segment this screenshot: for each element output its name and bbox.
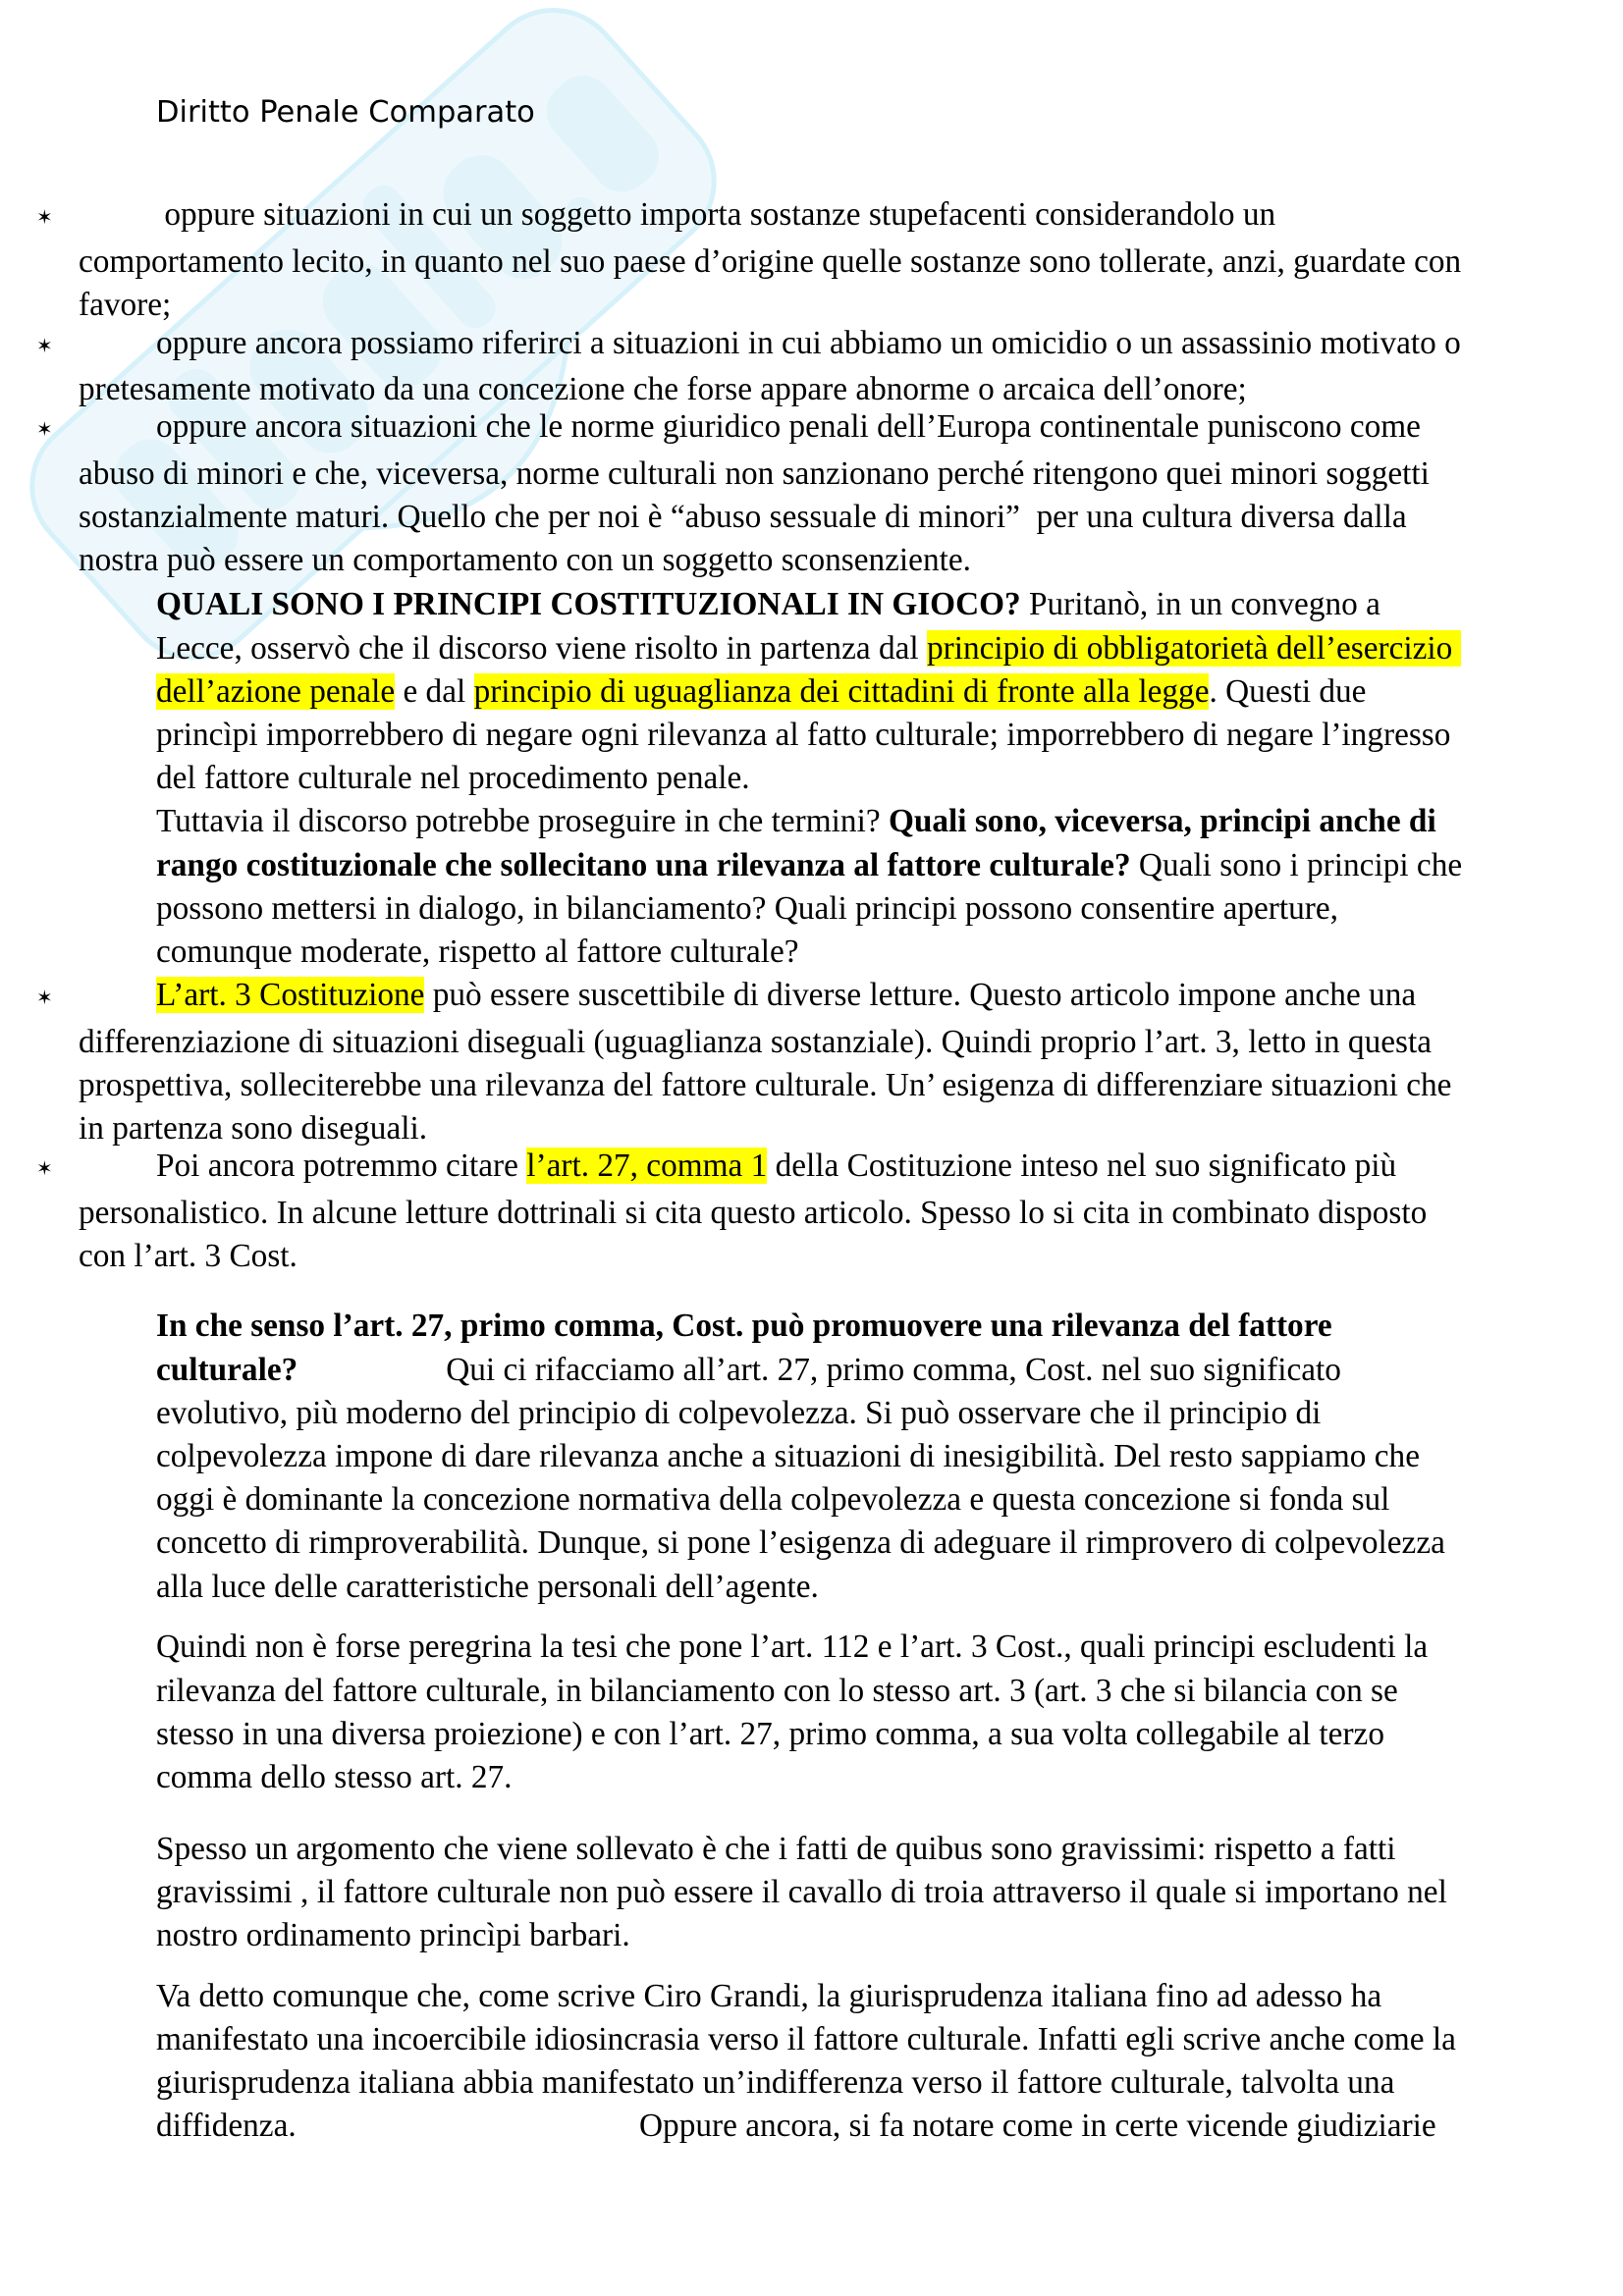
- text-segment: favore;: [79, 287, 172, 324]
- text-segment: rilevanza del fattore culturale, in bilanciamento con lo stesso art. 3 (art. 3 che si bilancia con se: [156, 1672, 1398, 1709]
- bullet-marker-icon: ✶: [36, 205, 53, 230]
- text-segment: possono mettersi in dialogo, in bilanciamento? Quali principi possono consentire aperture,: [156, 889, 1338, 927]
- text-line: [156, 1914, 1447, 1957]
- bullet-marker-icon: ✶: [36, 1156, 53, 1181]
- text-line: [156, 1756, 1428, 1799]
- text-segment: diffidenza. Oppure ancora, si fa notare come in certe vicende giudiziarie: [156, 2108, 1436, 2145]
- text-segment: Poi ancora potremmo citare: [156, 1148, 527, 1185]
- bold-text: QUALI SONO I PRINCIPI COSTITUZIONALI IN GIOCO?: [156, 586, 1021, 623]
- text-segment: manifestato una incoercibile idiosincrasia verso il fattore culturale. Infatti egli scrive anche come la: [156, 2021, 1456, 2058]
- text-line: [156, 1871, 1447, 1914]
- text-line: [156, 2018, 1456, 2061]
- paragraph: [156, 1975, 1456, 2149]
- bullet-marker-icon: ✶: [36, 986, 53, 1010]
- text-segment: evolutivo, più moderno del principio di colpevolezza. Si può osservare che il principio di: [156, 1394, 1322, 1431]
- text-line: [79, 240, 1461, 284]
- text-segment: del fattore culturale nel procedimento penale.: [156, 760, 750, 797]
- text-line: [79, 496, 1430, 539]
- text-segment: princìpi imporrebbero di negare ogni rilevanza al fatto culturale; imporrebbero di negare l’ingresso: [156, 716, 1451, 753]
- text-segment: Puritanò, in un convegno a: [1020, 586, 1380, 623]
- text-line: [156, 844, 1462, 887]
- text-segment: Quindi non è forse peregrina la tesi che pone l’art. 112 e l’art. 3 Cost., quali principi escludenti la: [156, 1629, 1429, 1666]
- text-line: [36, 974, 1451, 1017]
- text-line: [79, 1192, 1427, 1235]
- bold-text: Quali sono, viceversa, principi anche di: [888, 803, 1436, 840]
- text-segment: può essere suscettibile di diverse letture. Questo articolo impone anche una: [424, 977, 1417, 1014]
- text-line: [156, 1975, 1456, 2018]
- bullet-item: [36, 324, 1461, 411]
- text-segment: comportamento lecito, in quanto nel suo paese d’origine quelle sostanze sono tollerate, anzi, guardate con: [79, 242, 1462, 280]
- text-segment: nostro ordinamento princìpi barbari.: [156, 1917, 630, 1954]
- text-line: [156, 2061, 1456, 2105]
- text-line: [156, 800, 1462, 843]
- text-line: [79, 284, 1461, 327]
- paragraph: [156, 1828, 1447, 1958]
- text-line: [156, 1713, 1428, 1756]
- text-line: [156, 670, 1462, 714]
- text-segment: comunque moderate, rispetto al fattore culturale?: [156, 933, 799, 970]
- text-line: [156, 583, 1462, 626]
- paragraph: [156, 1305, 1445, 1608]
- text-line: [79, 1235, 1427, 1278]
- text-segment: oppure ancora possiamo riferirci a situazioni in cui abbiamo un omicidio o un assassinio motivato o: [156, 324, 1461, 361]
- text-line: [156, 2105, 1456, 2148]
- text-segment: concetto di rimproverabilità. Dunque, si pone l’esigenza di adeguare il rimprovero di colpevolezza: [156, 1524, 1445, 1562]
- bullet-marker-icon: ✶: [36, 333, 53, 357]
- text-segment: giurisprudenza italiana abbia manifestato un’indifferenza verso il fattore culturale, talvolta una: [156, 2064, 1395, 2102]
- bold-text: rango costituzionale che sollecitano una rilevanza al fattore culturale?: [156, 846, 1131, 883]
- bold-text: In che senso l’art. 27, primo comma, Cost. può promuovere una rilevanza del fattore: [156, 1308, 1332, 1345]
- text-line: [156, 1349, 1445, 1392]
- text-line: [156, 1478, 1445, 1522]
- highlighted-text: principio di uguaglianza dei cittadini di fronte alla legge: [473, 672, 1210, 710]
- text-segment: della Costituzione inteso nel suo significato più: [767, 1148, 1397, 1185]
- text-segment: Quali sono i principi che: [1130, 846, 1463, 883]
- text-line: [156, 931, 1462, 974]
- bullet-item: [36, 196, 1462, 328]
- text-segment: Qui ci rifacciamo all’art. 27, primo comma, Cost. nel suo significato: [298, 1351, 1341, 1388]
- text-segment: alla luce delle caratteristiche personali dell’agente.: [156, 1568, 819, 1605]
- text-segment: prospettiva, solleciterebbe una rilevanza del fattore culturale. Un’ esigenza di differenziare situazioni che: [79, 1067, 1452, 1104]
- text-segment: comma dello stesso art. 27.: [156, 1758, 513, 1795]
- bullet-item: [36, 977, 1452, 1151]
- text-line: [156, 757, 1462, 800]
- text-line: [79, 453, 1430, 496]
- text-segment: abuso di minori e che, viceversa, norme culturali non sanzionano perché ritengono quei minori soggetti: [79, 454, 1430, 492]
- text-line: [156, 1626, 1428, 1669]
- text-line: [156, 1305, 1445, 1348]
- bullet-item: [36, 1148, 1428, 1279]
- text-line: [156, 1522, 1445, 1565]
- text-line: [156, 1392, 1445, 1435]
- text-line: [79, 1064, 1451, 1107]
- bullet-marker-icon: ✶: [36, 417, 53, 442]
- text-line: [36, 322, 1461, 365]
- bold-text: culturale?: [156, 1351, 298, 1388]
- text-segment: oppure ancora situazioni che le norme giuridico penali dell’Europa continentale puniscono come: [156, 408, 1421, 446]
- text-segment: Lecce, osservò che il discorso viene risolto in partenza dal: [156, 629, 927, 667]
- text-segment: Spesso un argomento che viene sollevato è che i fatti de quibus sono gravissimi: rispetto a fatti: [156, 1830, 1396, 1867]
- text-line: [156, 1670, 1428, 1713]
- text-line: [156, 887, 1462, 931]
- text-line: [36, 405, 1430, 449]
- text-segment: con l’art. 3 Cost.: [79, 1238, 298, 1275]
- text-line: [156, 714, 1462, 757]
- text-segment: differenziazione di situazioni diseguali (uguaglianza sostanziale). Quindi proprio l’art. 3, letto in questa: [79, 1023, 1432, 1060]
- text-segment: oggi è dominante la concezione normativa della colpevolezza e questa concezione si fonda sul: [156, 1481, 1390, 1519]
- highlighted-text: l’art. 27, comma 1: [526, 1148, 768, 1185]
- text-line: [36, 193, 1461, 237]
- text-segment: sostanzialmente maturi. Quello che per noi è “abuso sessuale di minori” per una cultura diversa dalla: [79, 499, 1407, 536]
- text-line: [156, 627, 1462, 670]
- text-line: [156, 1435, 1445, 1478]
- text-segment: Tuttavia il discorso potrebbe proseguire in che termini?: [156, 803, 889, 840]
- text-segment: colpevolezza impone di dare rilevanza anche a situazioni di inesigibilità. Del resto sappiamo che: [156, 1437, 1420, 1474]
- highlighted-text: L’art. 3 Costituzione: [156, 977, 425, 1014]
- text-segment: e dal: [395, 672, 474, 710]
- bullet-item: [36, 408, 1430, 583]
- paragraph: [156, 1626, 1428, 1799]
- page-header-title: Diritto Penale Comparato: [156, 95, 535, 130]
- text-line: [79, 1021, 1451, 1064]
- text-segment: in partenza sono diseguali.: [79, 1110, 428, 1148]
- text-segment: oppure situazioni in cui un soggetto importa sostanze stupefacenti considerandolo un: [156, 196, 1276, 234]
- text-line: [156, 1828, 1447, 1871]
- text-line: [156, 1566, 1445, 1609]
- text-segment: gravissimi , il fattore culturale non può essere il cavallo di troia attraverso il quale si importano nel: [156, 1874, 1447, 1911]
- text-line: [36, 1145, 1427, 1188]
- text-segment: nostra può essere un comportamento con un soggetto sconsenziente.: [79, 542, 971, 579]
- text-segment: personalistico. In alcune letture dottrinali si cita questo articolo. Spesso lo si cita in combinato disposto: [79, 1194, 1428, 1231]
- paragraph: [156, 583, 1462, 974]
- text-segment: Va detto comunque che, come scrive Ciro Grandi, la giurisprudenza italiana fino ad adesso ha: [156, 1977, 1382, 2014]
- text-segment: stesso in una diversa proiezione) e con l’art. 27, primo comma, a sua volta collegabile al terzo: [156, 1715, 1384, 1752]
- highlighted-text: principio di obbligatorietà dell’esercizio: [926, 629, 1461, 667]
- highlighted-text: dell’azione penale: [156, 672, 396, 710]
- text-segment: pretesamente motivato da una concezione che forse appare abnorme o arcaica dell’onore;: [79, 371, 1247, 408]
- text-segment: . Questi due: [1209, 672, 1367, 710]
- text-line: [79, 539, 1430, 582]
